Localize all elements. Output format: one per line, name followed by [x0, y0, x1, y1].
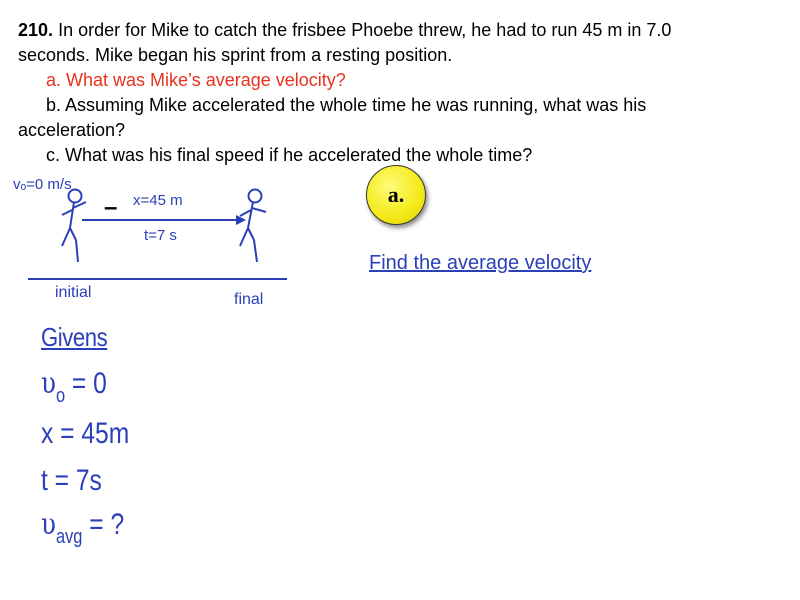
givens-header: Givens — [41, 322, 108, 352]
initial-label: initial — [55, 284, 92, 301]
dash-mark: – — [104, 194, 118, 221]
problem-statement — [18, 18, 788, 168]
given-time — [41, 464, 102, 498]
given-subscript: o — [55, 385, 66, 407]
given-symbol: x — [41, 417, 54, 450]
given-value: = ? — [82, 508, 125, 541]
runner-initial-icon — [62, 190, 86, 263]
given-value: = 7s — [47, 464, 102, 497]
given-value: = 45m — [53, 417, 130, 450]
problem-line-1 — [18, 18, 788, 43]
given-symbol: υ — [41, 366, 56, 401]
runner-final-icon — [240, 190, 266, 263]
distance-label: x=45 m — [133, 192, 183, 209]
question-b-continued: acceleration? — [18, 120, 126, 140]
given-subscript: avg — [55, 526, 83, 548]
v0-label: vₒ=0 m/s — [13, 176, 72, 193]
given-value: = 0 — [65, 367, 107, 400]
question-c: c. What was his final speed if he accelerated the whole time? — [46, 145, 533, 165]
given-average-velocity — [41, 507, 124, 549]
problem-text-1: In order for Mike to catch the frisbee Phoebe threw, he had to run 45 m in 7.0 — [58, 20, 672, 40]
question-a: a. What was Mike’s average velocity? — [46, 70, 346, 90]
find-average-velocity-link[interactable]: Find the average velocity — [369, 252, 592, 274]
given-symbol: t — [41, 464, 48, 497]
given-distance — [41, 417, 129, 451]
final-label: final — [234, 291, 264, 308]
given-initial-velocity — [41, 366, 107, 408]
given-symbol: υ — [41, 507, 56, 542]
motion-diagram — [0, 170, 320, 320]
part-a-badge: a. — [366, 165, 426, 225]
problem-number: 210. — [18, 20, 54, 40]
problem-line-2: seconds. Mike began his sprint from a resting position. — [18, 45, 453, 65]
time-label: t=7 s — [144, 227, 177, 244]
question-b: b. Assuming Mike accelerated the whole time he was running, what was his — [46, 95, 647, 115]
